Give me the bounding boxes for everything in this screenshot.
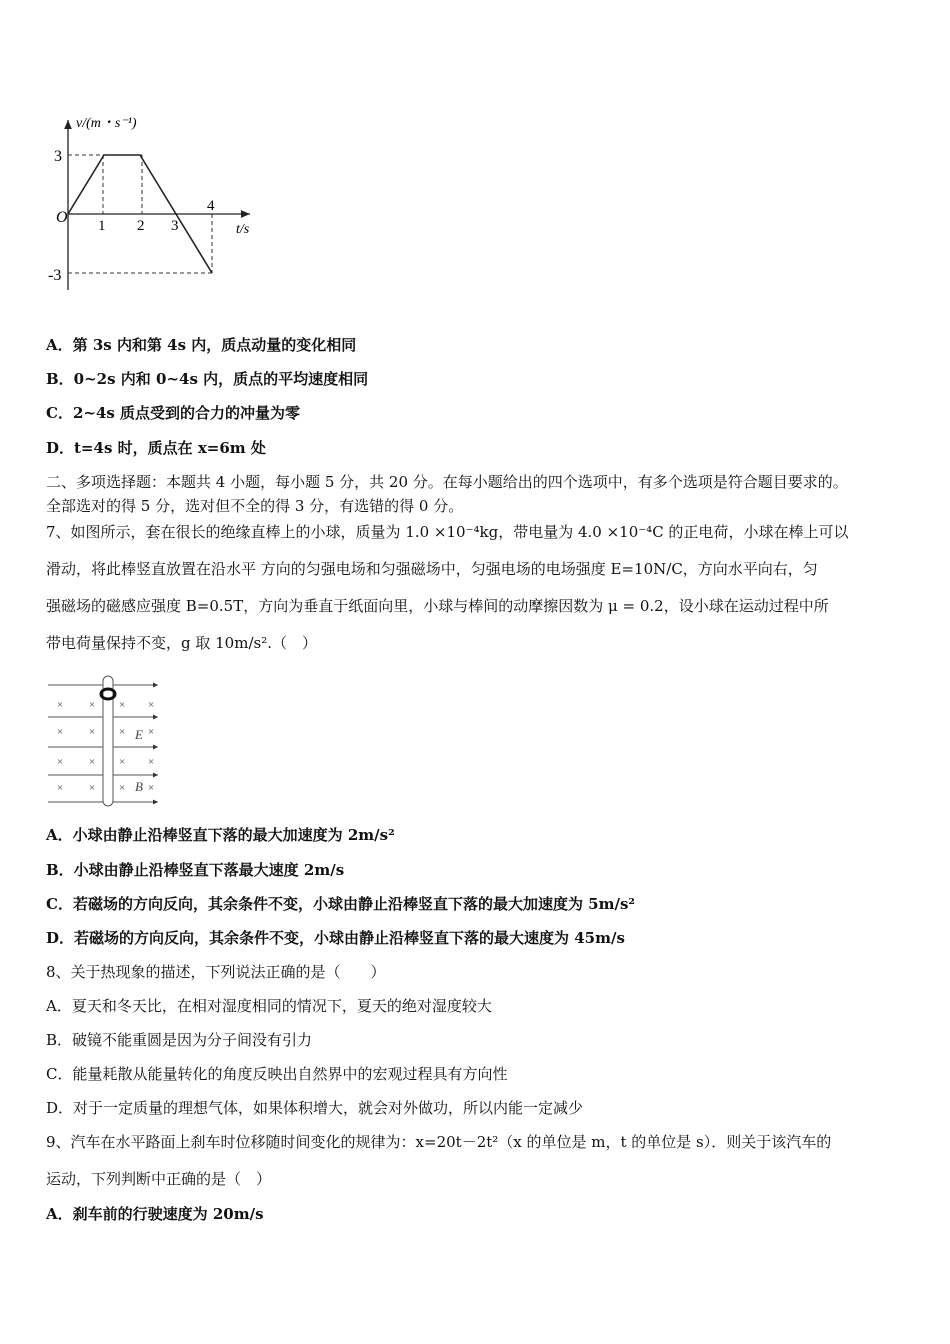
q6-option-a: A．第 3s 内和第 4s 内，质点动量的变化相同 <box>46 336 357 354</box>
q9-text: 9、汽车在水平路面上刹车时位移随时间变化的规律为：x=20t－2t²（x 的单位是 m，t 的单位是 s）．则关于该汽车的 <box>46 1133 832 1151</box>
x-tick: 2 <box>137 218 145 234</box>
svg-text:×: × <box>119 782 126 794</box>
q8-option-b: B．破镜不能重圆是因为分子间没有引力 <box>46 1031 313 1049</box>
svg-text:×: × <box>57 699 64 711</box>
q9-option-a: A．刹车前的行驶速度为 20m/s <box>46 1205 264 1223</box>
b-label: B <box>135 779 143 794</box>
q7-option-d: D．若磁场的方向反向，其余条件不变，小球由静止沿棒竖直下落的最大速度为 45m/s <box>46 929 625 947</box>
section-instructions: 全部选对的得 5 分，选对但不全的得 3 分，有选错的得 0 分。 <box>46 497 464 515</box>
x-tick: 1 <box>98 218 106 234</box>
q6-option-c: C．2~4s 质点受到的合力的冲量为零 <box>46 404 301 422</box>
q6-option-b: B．0~2s 内和 0~4s 内，质点的平均速度相同 <box>46 370 369 388</box>
svg-text:×: × <box>148 756 155 768</box>
q7-text: 7、如图所示，套在很长的绝缘直棒上的小球，质量为 1.0 ×10⁻⁴kg，带电量为 4.0 ×10⁻⁴C 的正电荷，小球在棒上可以 <box>46 523 849 541</box>
q8-text: 8、关于热现象的描述，下列说法正确的是（ ） <box>46 963 386 981</box>
svg-text:×: × <box>119 726 126 738</box>
q7-option-c: C．若磁场的方向反向，其余条件不变，小球由静止沿棒竖直下落的最大加速度为 5m/s² <box>46 895 635 913</box>
x-axis-label: t/s <box>236 222 250 237</box>
svg-text:×: × <box>89 726 96 738</box>
origin-label: O <box>56 209 68 226</box>
vt-graph <box>40 100 270 300</box>
svg-text:×: × <box>119 699 126 711</box>
y-tick: 3 <box>54 148 62 165</box>
svg-text:×: × <box>148 699 155 711</box>
svg-text:×: × <box>119 756 126 768</box>
q7-text: 带电荷量保持不变，g 取 10m/s².（ ） <box>46 634 317 652</box>
y-tick: -3 <box>48 267 62 284</box>
svg-text:×: × <box>148 782 155 794</box>
q8-option-c: C．能量耗散从能量转化的角度反映出自然界中的宏观过程具有方向性 <box>46 1065 508 1083</box>
q7-text: 强磁场的磁感应强度 B=0.5T，方向为垂直于纸面向里，小球与棒间的动摩擦因数为 μ = 0.2，设小球在运动过程中所 <box>46 597 829 615</box>
insulating-rod <box>103 676 113 806</box>
q7-text: 滑动，将此棒竖直放置在沿水平 方向的匀强电场和匀强磁场中，匀强电场的电场强度 E=10N/C，方向水平向右，匀 <box>46 560 818 578</box>
svg-text:×: × <box>57 726 64 738</box>
x-tick: 3 <box>171 218 179 234</box>
svg-text:×: × <box>57 756 64 768</box>
y-axis-label: v/(m・s⁻¹) <box>76 116 137 131</box>
q8-option-d: D．对于一定质量的理想气体，如果体积增大，就会对外做功，所以内能一定减少 <box>46 1099 584 1117</box>
svg-text:×: × <box>89 782 96 794</box>
q8-option-a: A．夏天和冬天比，在相对湿度相同的情况下，夏天的绝对湿度较大 <box>46 997 492 1015</box>
q6-option-d: D．t=4s 时，质点在 x=6m 处 <box>46 439 266 457</box>
x-tick: 4 <box>207 198 215 214</box>
q9-text: 运动，下列判断中正确的是（ ） <box>46 1170 272 1188</box>
e-label: E <box>135 727 143 742</box>
svg-text:×: × <box>148 726 155 738</box>
svg-text:×: × <box>89 756 96 768</box>
q7-option-a: A．小球由静止沿棒竖直下落的最大加速度为 2m/s² <box>46 826 395 844</box>
field-diagram <box>46 672 162 808</box>
svg-text:×: × <box>57 782 64 794</box>
q7-option-b: B．小球由静止沿棒竖直下落最大速度 2m/s <box>46 861 345 879</box>
section-heading: 二、多项选择题：本题共 4 小题，每小题 5 分，共 20 分。在每小题给出的四个选项中，有多个选项是符合题目要求的。 <box>46 473 848 491</box>
svg-text:×: × <box>89 699 96 711</box>
